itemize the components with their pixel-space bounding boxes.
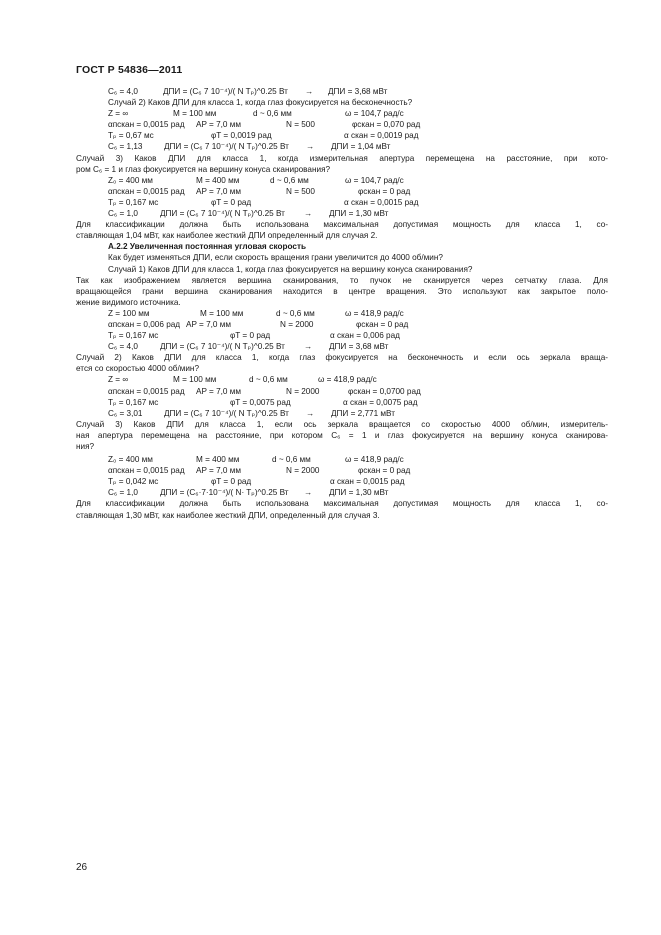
formula-term: ДПИ = 1,04 мВт	[331, 142, 391, 152]
formula-term: ДПИ = 1,30 мВт	[329, 209, 389, 219]
formula-term: M = 100 мм	[173, 109, 217, 119]
text-line: вращающейся грани вершина сканирования находится в центре вращения. Это используют как закрытое поло-	[76, 286, 608, 296]
formula-term: φскан = 0,070 рад	[352, 120, 421, 130]
formula-line	[108, 86, 608, 97]
formula-line	[108, 330, 608, 341]
text-line: Случай 1) Каков ДПИ для класса 1, когда глаз фокусируется на вершину конуса сканирования?	[108, 264, 473, 274]
formula-term: φскан = 0,0700 рад	[348, 386, 421, 396]
text-line: Для классификации должна быть использована максимальная допустимая мощность для класса 1, со-	[76, 499, 608, 509]
formula-line	[108, 141, 608, 152]
formula-term: N = 2000	[286, 386, 320, 396]
formula-term: φскан = 0 рад	[358, 466, 411, 476]
formula-term: Z = ∞	[108, 375, 129, 385]
document-header: ГОСТ Р 54836—2011	[76, 64, 183, 76]
formula-line	[108, 308, 608, 319]
formula-term: C₆ = 1,0	[108, 209, 138, 219]
text-line: Случай 2) Каков ДПИ для класса 1, когда глаз фокусируется на бесконечность?	[108, 98, 413, 108]
text-line: ставляющая 1,04 мВт, как наиболее жесткий ДПИ определенный для случая 2.	[76, 231, 378, 241]
formula-term: ДПИ = (C₆ 7 10⁻⁴)/( N Tₚ)^0.25 Вт	[163, 87, 288, 96]
formula-term: M = 400 мм	[196, 175, 240, 185]
formula-line	[108, 465, 608, 476]
formula-line	[108, 319, 608, 330]
text-line: ром C₆ = 1 и глаз фокусируется на вершину конуса сканирования?	[76, 164, 331, 174]
formula-term: C₆ = 1,0	[108, 488, 138, 498]
formula-term: α скан = 0,0075 рад	[343, 397, 418, 407]
formula-term: Tₚ = 0,042 мс	[108, 477, 159, 487]
formula-term: N = 500	[286, 186, 315, 196]
text-line: ная апертура перемещена на расстояние, при котором C₆ = 1 и глаз фокусируется на вершину конуса сканирова-	[76, 430, 608, 440]
formula-term: ДПИ = (C₆ 7 10⁻⁴)/( N Tₚ)^0.25 Вт	[160, 342, 285, 352]
formula-term: αпскан = 0,0015 рад	[108, 386, 185, 396]
formula-term: ДПИ = (C₆ 7 10⁻⁴)/( N Tₚ)^0.25 Вт	[164, 142, 289, 152]
text-line: Случай 3) Каков ДПИ для класса 1, когда измерительная апертура перемещена на расстояние, при кото-	[76, 153, 608, 163]
formula-term: M = 400 мм	[196, 455, 240, 465]
formula-term: AP = 7,0 мм	[196, 466, 242, 476]
formula-line	[108, 487, 608, 498]
formula-term: N = 2000	[286, 466, 320, 476]
formula-term: →	[304, 342, 313, 352]
formula-term: C₆ = 1,13	[108, 142, 143, 152]
formula-term: M = 100 мм	[173, 375, 217, 385]
formula-term: C₆ = 4,0	[108, 342, 138, 352]
formula-term: φT = 0,0075 рад	[230, 397, 291, 407]
formula-term: ω = 104,7 рад/с	[345, 109, 404, 119]
formula-line	[108, 341, 608, 352]
formula-term: →	[305, 87, 314, 96]
formula-term: N = 2000	[280, 319, 314, 329]
formula-term: Z₀ = 400 мм	[108, 175, 153, 185]
formula-term: Tₚ = 0,167 мс	[108, 331, 159, 341]
formula-term: ДПИ = 3,68 мВт	[329, 342, 389, 352]
formula-term: →	[306, 408, 315, 418]
formula-term: φскан = 0 рад	[358, 186, 411, 196]
formula-term: →	[306, 142, 315, 152]
formula-term: ДПИ = 2,771 мВт	[331, 408, 395, 418]
formula-line	[108, 175, 608, 186]
formula-term: AP = 7,0 мм	[186, 319, 232, 329]
formula-line	[108, 108, 608, 119]
text-line: Случай 3) Каков ДПИ для класса 1, если ось зеркала вращается со скоростью 4000 об/мин, измеритель-	[76, 419, 608, 429]
formula-term: αпскан = 0,0015 рад	[108, 466, 185, 476]
formula-term: αпскан = 0,0015 рад	[108, 120, 185, 130]
formula-term: d ~ 0,6 мм	[276, 308, 315, 318]
formula-term: →	[304, 209, 313, 219]
formula-term: M = 100 мм	[200, 308, 244, 318]
formula-term: ДПИ = 3,68 мВт	[328, 87, 388, 96]
formula-term: ω = 418,9 рад/с	[345, 455, 404, 465]
formula-term: ДПИ = (C₆ 7 10⁻⁴)/( N Tₚ)^0.25 Вт	[160, 209, 285, 219]
formula-term: αпскан = 0,006 рад	[108, 319, 181, 329]
formula-term: ДПИ = (C₆ 7 10⁻⁴)/( N Tₚ)^0.25 Вт	[164, 408, 289, 418]
formula-term: N = 500	[286, 120, 315, 130]
formula-term: ДПИ = 1,30 мВт	[329, 488, 389, 498]
formula-term: φT = 0 рад	[211, 477, 252, 487]
formula-line	[108, 130, 608, 141]
formula-term: Tₚ = 0,167 мс	[108, 397, 159, 407]
formula-term: α скан = 0,006 рад	[330, 331, 400, 341]
document-body	[76, 86, 608, 521]
formula-term: AP = 7,0 мм	[196, 186, 242, 196]
formula-term: Z = ∞	[108, 109, 129, 119]
formula-term: d ~ 0,6 мм	[253, 109, 292, 119]
section-heading: А.2.2 Увеличенная постоянная угловая скорость	[108, 242, 307, 252]
formula-term: AP = 7,0 мм	[196, 120, 242, 130]
formula-line	[108, 186, 608, 197]
formula-line	[108, 197, 608, 208]
formula-term: Z₀ = 400 мм	[108, 455, 153, 465]
text-line: Для классификации должна быть использована максимальная допустимая мощность для класса 1, со-	[76, 220, 608, 230]
formula-term: αпскан = 0,0015 рад	[108, 186, 185, 196]
formula-line	[108, 397, 608, 408]
text-line: ется со скоростью 4000 об/мин?	[76, 364, 199, 374]
formula-term: α скан = 0,0015 рад	[330, 477, 405, 487]
formula-term: φскан = 0 рад	[356, 319, 409, 329]
formula-term: d ~ 0,6 мм	[272, 455, 311, 465]
formula-term: φT = 0 рад	[211, 197, 252, 207]
formula-term: ω = 418,9 рад/с	[345, 308, 404, 318]
formula-line	[108, 119, 608, 130]
formula-term: φT = 0 рад	[230, 331, 271, 341]
formula-term: →	[304, 488, 313, 498]
formula-term: C₆ = 4,0	[108, 87, 138, 96]
formula-term: φT = 0,0019 рад	[211, 131, 272, 141]
formula-term: ω = 104,7 рад/с	[345, 175, 404, 185]
formula-line	[108, 208, 608, 219]
text-line: Как будет изменяться ДПИ, если скорость вращения грани увеличится до 4000 об/мин?	[108, 253, 443, 263]
formula-term: α скан = 0,0015 рад	[344, 197, 419, 207]
text-line: Так как изображением является вершина сканирования, то пучок не сканируется через сетчатку глаза. Для	[76, 275, 608, 285]
text-line: жение видимого источника.	[76, 297, 181, 307]
formula-term: Tₚ = 0,67 мс	[108, 131, 154, 141]
formula-line	[108, 454, 608, 465]
formula-line	[108, 476, 608, 487]
formula-term: ω = 418,9 рад/с	[318, 375, 377, 385]
formula-term: C₆ = 3,01	[108, 408, 143, 418]
formula-term: d ~ 0,6 мм	[249, 375, 288, 385]
formula-line	[108, 386, 608, 397]
text-line: Случай 2) Каков ДПИ для класса 1, когда глаз фокусируется на бесконечность и если ось зеркала враща-	[76, 353, 608, 363]
formula-term: Tₚ = 0,167 мс	[108, 197, 159, 207]
formula-line	[108, 374, 608, 385]
formula-line	[108, 408, 608, 419]
formula-term: α скан = 0,0019 рад	[344, 131, 419, 141]
formula-term: AP = 7,0 мм	[196, 386, 242, 396]
formula-term: Z = 100 мм	[108, 308, 150, 318]
page-number: 26	[76, 862, 88, 873]
formula-term: d ~ 0,6 мм	[270, 175, 309, 185]
text-line: ставляющая 1,30 мВт, как наиболее жесткий ДПИ, определенный для случая 3.	[76, 510, 380, 520]
formula-term: ДПИ = (C₆·7·10⁻⁴)/( N· Tₚ)^0.25 Вт	[160, 488, 289, 498]
text-line: ния?	[76, 442, 95, 451]
